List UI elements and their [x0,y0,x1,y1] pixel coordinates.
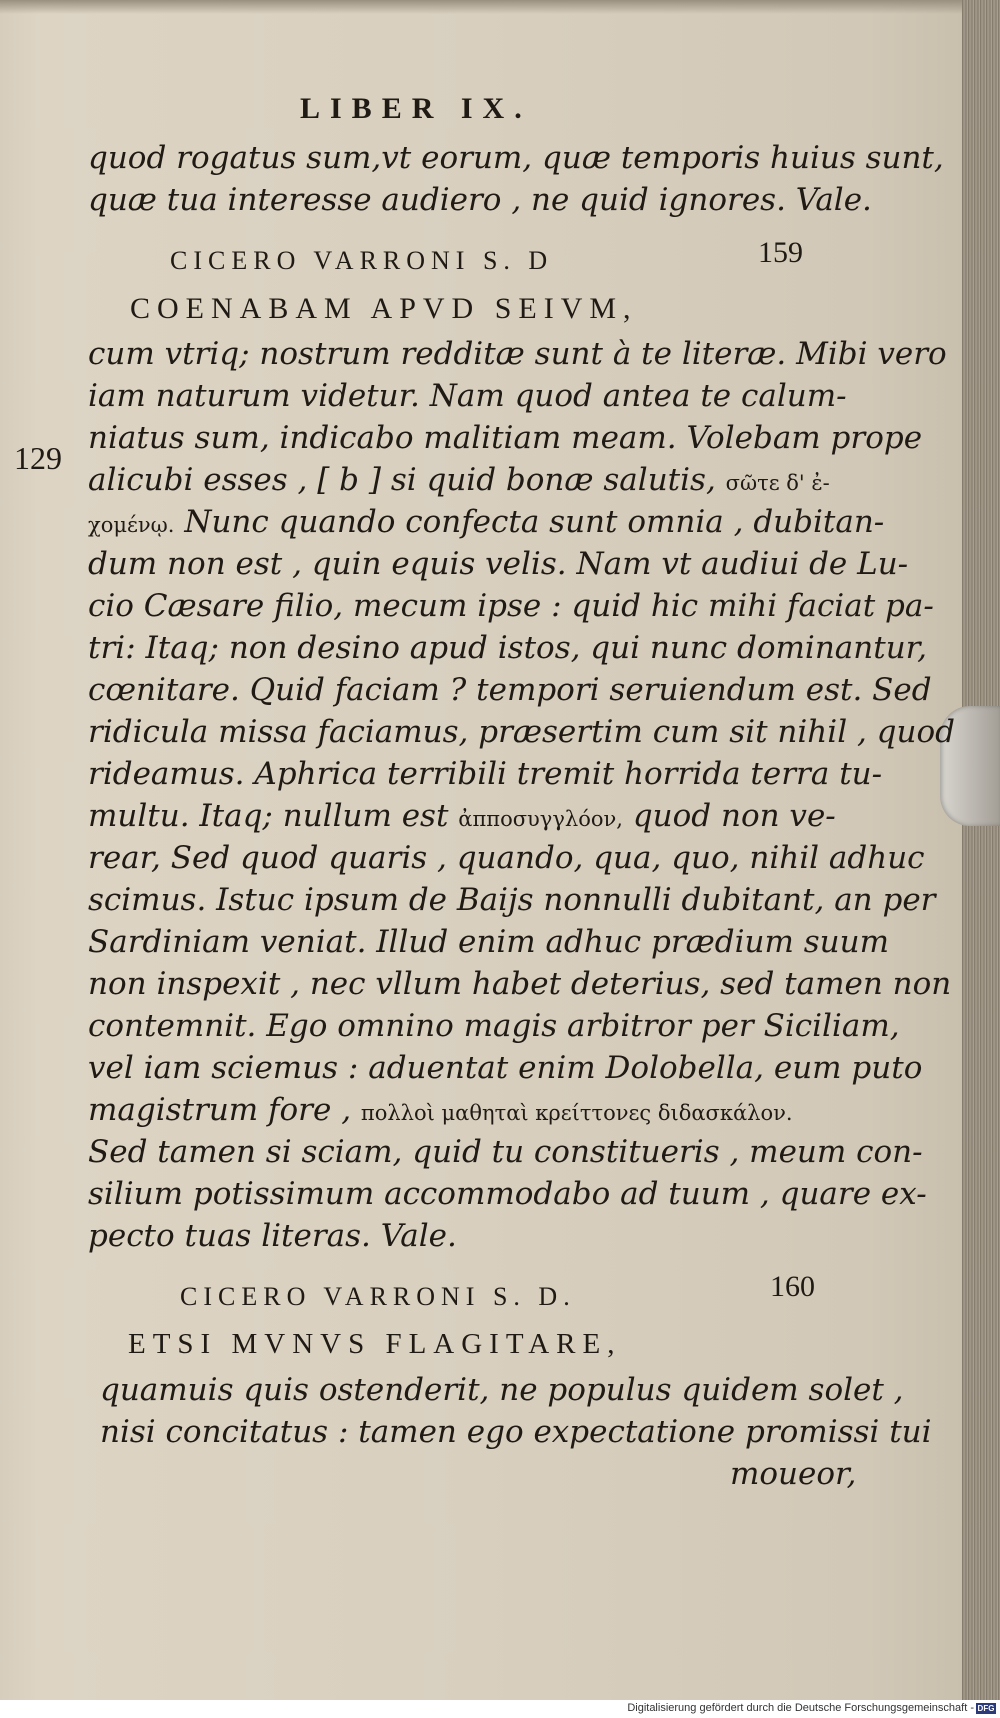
letter-160-number: 160 [770,1270,815,1303]
letter-159-line-13: rear, Sed quod quaris , quando, qua, quo, nihil adhuc [88,840,925,876]
footer-credit: Digitalisierung gefördert durch die Deutsche Forschungsgemeinschaft - [627,1702,974,1714]
letter-159-heading: CICERO VARRONI S. D [170,246,554,275]
letter-160-line-3: moueor, [730,1456,857,1492]
greek-phrase-1b: χομένῳ. [88,513,175,537]
letter-159-number: 159 [758,236,803,269]
letter-159-line-18: vel iam sciemus : aduentat enim Dolobella, eum puto [88,1050,923,1086]
intro-line-1: quod rogatus sum,vt eorum, quæ temporis huius sunt, [88,140,944,176]
footer-bar [0,1700,1000,1718]
letter-159-line-4-latin: alicubi esses , [ b ] si quid bonæ salutis, [88,462,716,498]
letter-159-line-14: scimus. Istuc ipsum de Baijs nonnulli dubitant, an per [88,882,936,918]
letter-160-opening: ETSI MVNVS FLAGITARE, [128,1328,622,1360]
letter-159-line-17: contemnit. Ego omnino magis arbitror per Siciliam, [88,1008,900,1044]
margin-number: 129 [14,440,62,476]
letter-159-line-16: non inspexit , nec vllum habet deterius, sed tamen non [88,966,952,1002]
dfg-logo: DFG [977,1704,995,1713]
letter-159-line-22: pecto tuas literas. Vale. [88,1218,457,1254]
greek-phrase-2: ἀπποσυγγλόον, [458,807,623,831]
letter-160-heading: CICERO VARRONI S. D. [180,1282,576,1311]
letter-159-line-6: dum non est , quin equis velis. Nam vt audiui de Lu- [88,546,909,582]
letter-159-line-9: cœnitare. Quid faciam ? tempori seruiendum est. Sed [88,672,932,708]
letter-159-line-10: ridicula missa faciamus, præsertim cum sit nihil , quod [88,714,955,750]
letter-159-line-20: Sed tamen si sciam, quid tu constitueris , meum con- [88,1134,923,1170]
letter-159-line-5-latin: Nunc quando confecta sunt omnia , dubitan- [184,504,885,540]
letter-159-line-15: Sardiniam veniat. Illud enim adhuc prædium suum [88,924,889,960]
running-head: LIBER IX. [300,92,532,125]
letter-159-line-5 [88,504,884,543]
letter-159-line-11: rideamus. Aphrica terribili tremit horrida terra tu- [88,756,883,792]
intro-line-2: quæ tua interesse audiero , ne quid ignores. Vale. [88,182,872,218]
letter-159-line-4 [88,462,830,501]
letter-159-line-12-latin: multu. Itaq; nullum est [88,798,449,834]
letter-159-line-12 [88,798,836,837]
letter-159-line-1: cum vtriq; nostrum redditæ sunt à te literæ. Mibi vero [88,336,947,372]
letter-159-line-8: tri: Itaq; non desino apud istos, qui nunc dominantur, [88,630,927,666]
greek-phrase-1a: σῶτε δ' ἐ- [725,471,830,495]
letter-159-line-7: cio Cæsare filio, mecum ipse : quid hic mihi faciat pa- [88,588,934,624]
letter-160-line-2: nisi concitatus : tamen ego expectatione promissi tui [100,1414,932,1450]
greek-phrase-3: πολλοὶ μαθηταὶ κρείττονες διδασκάλον. [360,1101,793,1125]
book-fore-edge [962,0,1000,1700]
letter-159-line-19-latin: magistrum fore , [88,1092,352,1128]
page-top-shadow [0,0,962,14]
letter-159-line-3: niatus sum, indicabo malitiam meam. Volebam prope [88,420,923,456]
letter-159-line-12-tail: quod non ve- [632,798,836,834]
letter-160-line-1: quamuis quis ostenderit, ne populus quidem solet , [100,1372,904,1408]
letter-159-line-21: silium potissimum accommodabo ad tuum , quare ex- [88,1176,927,1212]
letter-159-opening: COENABAM APVD SEIVM, [130,292,638,325]
letter-159-line-2: iam naturum videtur. Nam quod antea te calum- [88,378,847,414]
letter-159-line-19 [88,1092,793,1131]
